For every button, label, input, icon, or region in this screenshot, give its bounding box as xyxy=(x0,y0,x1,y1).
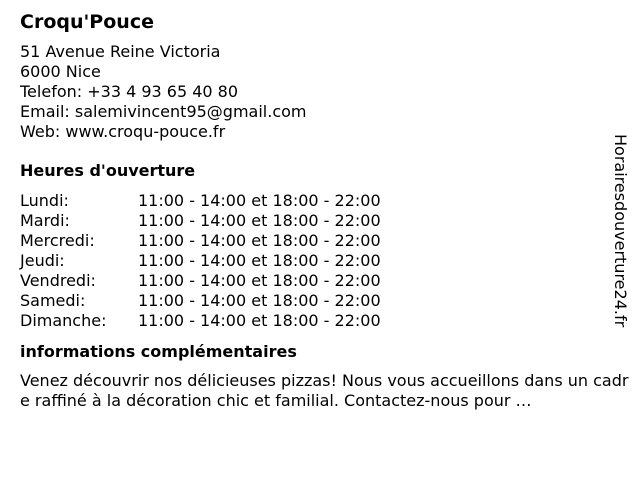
hours-day: Vendredi: xyxy=(20,271,96,290)
hours-time: 11:00 - 14:00 et 18:00 - 22:00 xyxy=(138,311,381,330)
hours-row-saturday xyxy=(20,291,615,311)
hours-row-thursday xyxy=(20,251,615,271)
hours-time: 11:00 - 14:00 et 18:00 - 22:00 xyxy=(138,291,381,310)
hours-row-tuesday xyxy=(20,211,615,231)
website-line: Web: www.croqu-pouce.fr xyxy=(20,122,226,141)
additional-info-heading: informations complémentaires xyxy=(20,342,297,361)
hours-time: 11:00 - 14:00 et 18:00 - 22:00 xyxy=(138,191,381,210)
hours-row-monday xyxy=(20,191,615,211)
opening-hours-heading: Heures d'ouverture xyxy=(20,161,196,180)
hours-row-friday xyxy=(20,271,615,291)
site-watermark: Horairesdouverture24.fr xyxy=(611,134,630,328)
business-name: Croqu'Pouce xyxy=(20,11,154,33)
hours-time: 11:00 - 14:00 et 18:00 - 22:00 xyxy=(138,211,381,230)
email-line: Email: salemivincent95@gmail.com xyxy=(20,102,307,121)
hours-day: Mercredi: xyxy=(20,231,95,250)
hours-time: 11:00 - 14:00 et 18:00 - 22:00 xyxy=(138,251,381,270)
address-street: 51 Avenue Reine Victoria xyxy=(20,42,221,61)
address-city: 6000 Nice xyxy=(20,62,101,81)
hours-row-sunday xyxy=(20,311,615,331)
hours-day: Jeudi: xyxy=(20,251,65,270)
hours-day: Samedi: xyxy=(20,291,86,310)
hours-day: Lundi: xyxy=(20,191,69,210)
opening-hours-table xyxy=(20,191,615,331)
additional-info-text: Venez découvrir nos délicieuses pizzas! Nous vous accueillons dans un cadre raffiné à la décoration chic et familial. Contactez-nous pour … xyxy=(20,371,629,410)
hours-time: 11:00 - 14:00 et 18:00 - 22:00 xyxy=(138,231,381,250)
hours-day: Dimanche: xyxy=(20,311,107,330)
hours-day: Mardi: xyxy=(20,211,70,230)
phone-line: Telefon: +33 4 93 65 40 80 xyxy=(20,82,239,101)
hours-time: 11:00 - 14:00 et 18:00 - 22:00 xyxy=(138,271,381,290)
hours-row-wednesday xyxy=(20,231,615,251)
